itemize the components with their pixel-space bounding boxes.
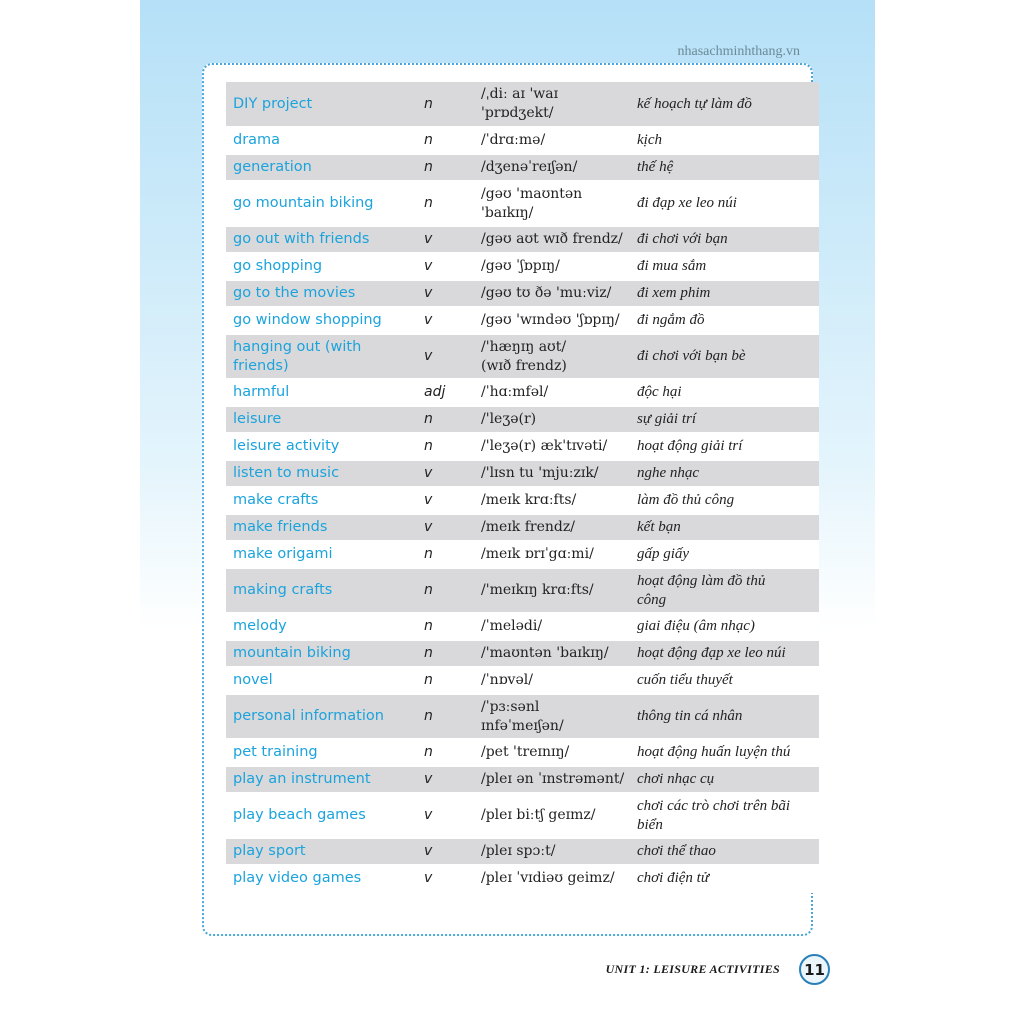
pronunciation	[474, 280, 630, 307]
meaning-line: chơi các trò chơi trên bãi	[637, 797, 791, 814]
pronunciation-line: /'lɪsn tu 'mjuːzɪk/	[481, 465, 599, 481]
pronunciation	[474, 460, 630, 487]
meaning-line: thế hệ	[637, 159, 674, 175]
table-row	[226, 793, 819, 838]
pronunciation-line: /meɪk frendz/	[481, 519, 575, 535]
pronunciation-line: /pleɪ biːtʃ geɪmz/	[481, 807, 596, 823]
table-row	[226, 613, 819, 640]
part-of-speech: v	[417, 514, 474, 541]
meaning	[630, 514, 819, 541]
pronunciation	[474, 433, 630, 460]
page-number: 11	[799, 954, 830, 985]
pronunciation-line: /gəʊ aʊt wɪð frendz/	[481, 231, 623, 247]
meaning	[630, 154, 819, 181]
pronunciation	[474, 694, 630, 739]
vocab-word: play sport	[226, 838, 417, 865]
pronunciation	[474, 82, 630, 127]
pronunciation	[474, 307, 630, 334]
meaning	[630, 694, 819, 739]
part-of-speech: n	[417, 406, 474, 433]
vocab-word: hanging out (with friends)	[226, 334, 417, 379]
meaning	[630, 739, 819, 766]
part-of-speech: v	[417, 334, 474, 379]
pronunciation-line: /meɪk ɒrɪˈgɑːmi/	[481, 546, 594, 562]
part-of-speech: n	[417, 739, 474, 766]
pronunciation-line: /pet 'treɪnɪŋ/	[481, 744, 570, 760]
meaning	[630, 613, 819, 640]
vocab-word: leisure activity	[226, 433, 417, 460]
pronunciation	[474, 181, 630, 226]
pronunciation-line: ɪnfəˈmeɪʃən/	[481, 717, 564, 734]
vocab-word: play beach games	[226, 793, 417, 838]
vocabulary-table	[226, 82, 819, 893]
pronunciation-line: /dʒenəˈreɪʃən/	[481, 159, 578, 175]
vocab-word: novel	[226, 667, 417, 694]
meaning-line: đi đạp xe leo núi	[637, 195, 737, 211]
table-row	[226, 568, 819, 613]
meaning	[630, 640, 819, 667]
part-of-speech: adj	[417, 379, 474, 406]
table-row	[226, 433, 819, 460]
meaning	[630, 838, 819, 865]
table-row	[226, 253, 819, 280]
meaning-line: giai điệu (âm nhạc)	[637, 618, 755, 634]
table-row	[226, 694, 819, 739]
pronunciation-line: /pleɪ ˈvɪdiəʊ geimz/	[481, 870, 615, 886]
meaning	[630, 460, 819, 487]
part-of-speech: n	[417, 433, 474, 460]
pronunciation	[474, 793, 630, 838]
meaning-line: độc hại	[637, 384, 682, 400]
vocab-word: pet training	[226, 739, 417, 766]
meaning-line: sự giải trí	[637, 411, 697, 427]
pronunciation	[474, 334, 630, 379]
pronunciation	[474, 127, 630, 154]
table-row	[226, 667, 819, 694]
part-of-speech: v	[417, 460, 474, 487]
part-of-speech: n	[417, 154, 474, 181]
part-of-speech: v	[417, 307, 474, 334]
table-row	[226, 739, 819, 766]
part-of-speech: v	[417, 838, 474, 865]
vocab-word: drama	[226, 127, 417, 154]
meaning-line: nghe nhạc	[637, 465, 700, 481]
vocab-word: making crafts	[226, 568, 417, 613]
meaning	[630, 766, 819, 793]
meaning	[630, 226, 819, 253]
table-row	[226, 280, 819, 307]
meaning	[630, 433, 819, 460]
vocab-word: go to the movies	[226, 280, 417, 307]
meaning	[630, 793, 819, 838]
part-of-speech: n	[417, 82, 474, 127]
pronunciation	[474, 406, 630, 433]
pronunciation	[474, 226, 630, 253]
meaning	[630, 865, 819, 892]
meaning	[630, 82, 819, 127]
table-row	[226, 460, 819, 487]
table-row	[226, 226, 819, 253]
pronunciation	[474, 541, 630, 568]
vocab-word: personal information	[226, 694, 417, 739]
vocab-word: go mountain biking	[226, 181, 417, 226]
vocab-word: listen to music	[226, 460, 417, 487]
vocab-word: generation	[226, 154, 417, 181]
pronunciation-line: /gəʊ 'wɪndəʊ 'ʃɒpɪŋ/	[481, 312, 620, 328]
meaning	[630, 406, 819, 433]
part-of-speech: n	[417, 127, 474, 154]
table-row	[226, 514, 819, 541]
table-row	[226, 865, 819, 892]
table-row	[226, 307, 819, 334]
part-of-speech: n	[417, 694, 474, 739]
pronunciation	[474, 154, 630, 181]
pronunciation	[474, 640, 630, 667]
pronunciation-line: /ˌdiː aɪ 'waɪ	[481, 86, 559, 102]
pronunciation	[474, 667, 630, 694]
pronunciation	[474, 766, 630, 793]
pronunciation	[474, 865, 630, 892]
table-row	[226, 640, 819, 667]
vocab-word: harmful	[226, 379, 417, 406]
vocab-word: make crafts	[226, 487, 417, 514]
part-of-speech: v	[417, 766, 474, 793]
meaning-line: làm đồ thủ công	[637, 492, 735, 508]
meaning	[630, 127, 819, 154]
pronunciation-line: /'meɪkɪŋ krɑːfts/	[481, 582, 594, 598]
meaning	[630, 568, 819, 613]
meaning-line: cuốn tiểu thuyết	[637, 672, 733, 688]
vocab-word: mountain biking	[226, 640, 417, 667]
vocab-word: melody	[226, 613, 417, 640]
pronunciation-line: 'prɒdʒekt/	[481, 105, 554, 121]
part-of-speech: n	[417, 640, 474, 667]
meaning-line: kế hoạch tự làm đồ	[637, 95, 752, 112]
part-of-speech: n	[417, 541, 474, 568]
pronunciation	[474, 487, 630, 514]
pronunciation-line: /'hæŋɪŋ aʊt/	[481, 338, 567, 355]
pronunciation-line: /pleɪ ən ˈɪnstrəmənt/	[481, 771, 625, 787]
meaning-line: đi chơi với bạn bè	[637, 348, 746, 364]
meaning-line: đi ngắm đồ	[637, 312, 705, 328]
pronunciation-line: 'baɪkɪŋ/	[481, 204, 534, 221]
vocab-word: go shopping	[226, 253, 417, 280]
meaning-line: chơi thể thao	[637, 843, 716, 859]
meaning-line: chơi nhạc cụ	[637, 771, 715, 787]
meaning-line: biển	[637, 816, 663, 833]
pronunciation-line: /gəʊ 'maʊntən	[481, 185, 583, 202]
part-of-speech: v	[417, 793, 474, 838]
vocab-word: play video games	[226, 865, 417, 892]
table-row	[226, 406, 819, 433]
pronunciation	[474, 838, 630, 865]
vocab-word: go out with friends	[226, 226, 417, 253]
pronunciation	[474, 514, 630, 541]
part-of-speech: n	[417, 181, 474, 226]
meaning-line: kịch	[637, 132, 662, 148]
table-row	[226, 766, 819, 793]
pronunciation	[474, 568, 630, 613]
part-of-speech: n	[417, 613, 474, 640]
meaning-line: công	[637, 591, 667, 608]
table-row	[226, 181, 819, 226]
table-row	[226, 127, 819, 154]
pronunciation-line: /gəʊ tʊ ðə 'muːviz/	[481, 285, 612, 301]
part-of-speech: v	[417, 253, 474, 280]
meaning-line: hoạt động làm đồ thủ	[637, 572, 766, 589]
part-of-speech: n	[417, 568, 474, 613]
meaning	[630, 307, 819, 334]
meaning-line: thông tin cá nhân	[637, 708, 743, 724]
part-of-speech: v	[417, 865, 474, 892]
table-row	[226, 838, 819, 865]
pronunciation-line: /'leʒə(r) æk'tɪvəti/	[481, 438, 608, 454]
watermark: nhasachminhthang.vn	[677, 44, 800, 59]
vocab-word: DIY project	[226, 82, 417, 127]
pronunciation-line: /pleɪ spɔːt/	[481, 843, 556, 859]
part-of-speech: v	[417, 226, 474, 253]
vocab-word: leisure	[226, 406, 417, 433]
vocab-word: go window shopping	[226, 307, 417, 334]
pronunciation-line: /'leʒə(r)	[481, 411, 537, 427]
meaning-line: hoạt động đạp xe leo núi	[637, 645, 786, 661]
meaning-line: gấp giấy	[637, 546, 690, 562]
pronunciation-line: /ˈmelədi/	[481, 618, 543, 634]
meaning	[630, 334, 819, 379]
pronunciation-line: /meɪk krɑːfts/	[481, 492, 577, 508]
vocab-word: play an instrument	[226, 766, 417, 793]
meaning-line: kết bạn	[637, 519, 681, 535]
meaning-line: đi mua sắm	[637, 258, 707, 274]
table-row	[226, 154, 819, 181]
meaning-line: hoạt động giải trí	[637, 438, 743, 454]
meaning	[630, 253, 819, 280]
table-row	[226, 541, 819, 568]
part-of-speech: n	[417, 667, 474, 694]
pronunciation-line: /ˈhɑːmfəl/	[481, 384, 549, 400]
meaning	[630, 379, 819, 406]
table-row	[226, 487, 819, 514]
pronunciation	[474, 253, 630, 280]
unit-title: UNIT 1: LEISURE ACTIVITIES	[605, 962, 780, 976]
meaning-line: đi chơi với bạn	[637, 231, 728, 247]
pronunciation-line: /'maʊntən 'baɪkɪŋ/	[481, 645, 609, 661]
meaning	[630, 280, 819, 307]
table-row	[226, 379, 819, 406]
vocab-word: make origami	[226, 541, 417, 568]
pronunciation-line: /ˈpɜːsənl	[481, 698, 540, 715]
part-of-speech: v	[417, 487, 474, 514]
pronunciation-line: /ˈdrɑːmə/	[481, 132, 546, 148]
meaning-line: đi xem phim	[637, 285, 711, 301]
meaning	[630, 487, 819, 514]
meaning	[630, 667, 819, 694]
meaning-line: chơi điện tử	[637, 870, 710, 886]
table-row	[226, 334, 819, 379]
pronunciation-line: (wɪð frendz)	[481, 357, 567, 374]
table-row	[226, 82, 819, 127]
vocabulary-table-body	[226, 82, 819, 892]
pronunciation-line: /ˈnɒvəl/	[481, 672, 533, 688]
pronunciation-line: /gəʊ ˈʃɒpɪŋ/	[481, 258, 560, 274]
pronunciation	[474, 613, 630, 640]
meaning-line: hoạt động huấn luyện thú	[637, 744, 791, 760]
meaning	[630, 541, 819, 568]
pronunciation	[474, 739, 630, 766]
vocab-word: make friends	[226, 514, 417, 541]
meaning	[630, 181, 819, 226]
pronunciation	[474, 379, 630, 406]
part-of-speech: v	[417, 280, 474, 307]
